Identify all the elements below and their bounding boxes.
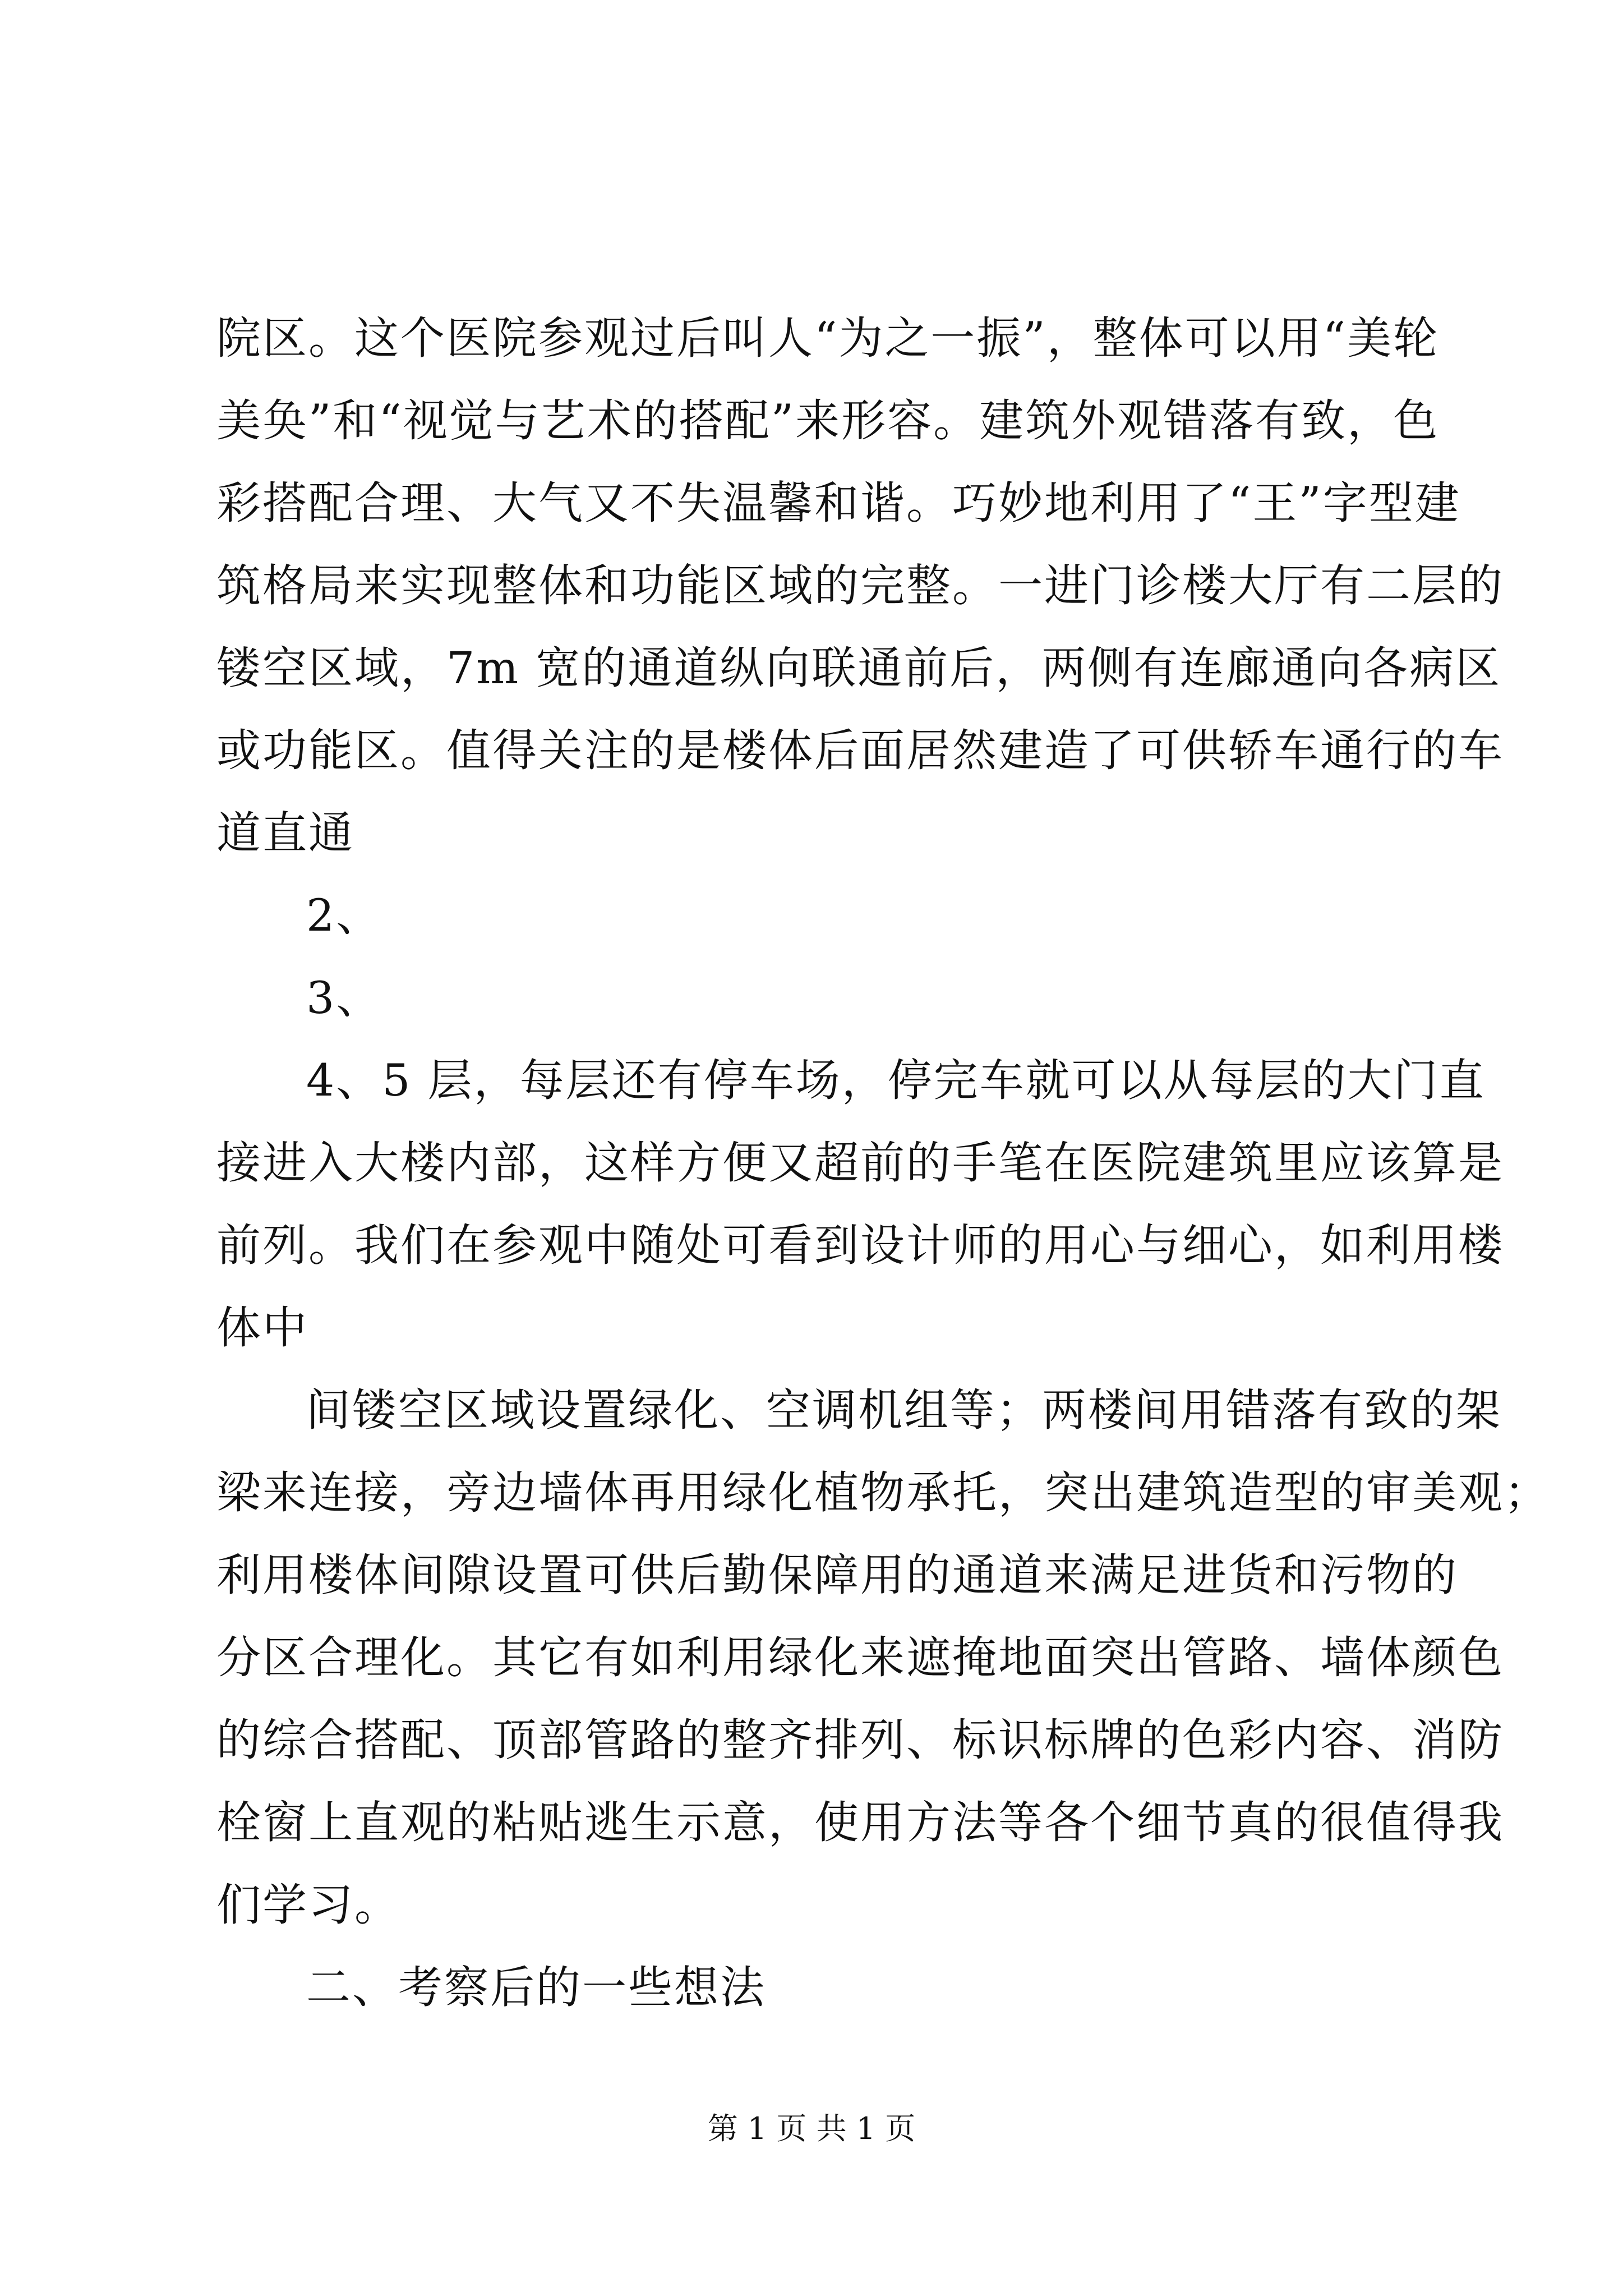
paragraph [216, 1039, 1504, 1369]
text-line: 接进入大楼内部，这样方便又超前的手笔在医院建筑里应该算是 [216, 1137, 1504, 1189]
text-line: 梁来连接，旁边墙体再用绿化植物承托，突出建筑造型的审美观； [216, 1467, 1550, 1519]
text-line: 筑格局来实现整体和功能区域的完整。一进门诊楼大厅有二层的 [216, 560, 1504, 611]
paragraph [216, 957, 1419, 1039]
text-line: 体中 [216, 1302, 308, 1354]
paragraph [216, 875, 1419, 957]
text-line: 道直通 [216, 807, 354, 859]
text-line: 利用楼体间隙设置可供后勤保障用的通道来满足进货和污物的 [216, 1549, 1458, 1601]
text-line: 栓窗上直观的粘贴逃生示意，使用方法等各个细节真的很值得我 [216, 1797, 1504, 1848]
section-heading [216, 1947, 1419, 2029]
document-body [216, 297, 1550, 2029]
paragraph [216, 1369, 1550, 1947]
text-line: 间镂空区域设置绿化、空调机组等；两楼间用错落有致的架 [306, 1384, 1502, 1436]
text-line: 分区合理化。其它有如利用绿化来遮掩地面突出管路、墙体颜色 [216, 1632, 1504, 1683]
text-line: 们学习。 [216, 1879, 400, 1931]
text-line: 的综合搭配、顶部管路的整齐排列、标识标牌的色彩内容、消防 [216, 1714, 1504, 1766]
paragraph [216, 297, 1504, 875]
text-line: 美奂”和“视觉与艺术的搭配”来形容。建筑外观错落有致，色 [216, 395, 1440, 447]
page-footer: 第 1 页 共 1 页 [707, 2111, 916, 2146]
text-line: 前列。我们在参观中随处可看到设计师的用心与细心，如利用楼 [216, 1220, 1504, 1271]
text-line: 彩搭配合理、大气又不失温馨和谐。巧妙地利用了“王”字型建 [216, 477, 1461, 529]
text-line: 2、 [306, 890, 382, 941]
text-line: 3、 [306, 972, 382, 1024]
text-line: 二、考察后的一些想法 [306, 1962, 766, 2013]
text-line: 院区。这个医院参观过后叫人“为之一振”，整体可以用“美轮 [216, 312, 1440, 364]
text-line: 4、5 层，每层还有停车场，停完车就可以从每层的大门直 [306, 1055, 1486, 1106]
text-line: 或功能区。值得关注的是楼体后面居然建造了可供轿车通行的车 [216, 725, 1504, 776]
text-line: 镂空区域，7m 宽的通道纵向联通前后，两侧有连廊通向各病区 [216, 642, 1502, 694]
